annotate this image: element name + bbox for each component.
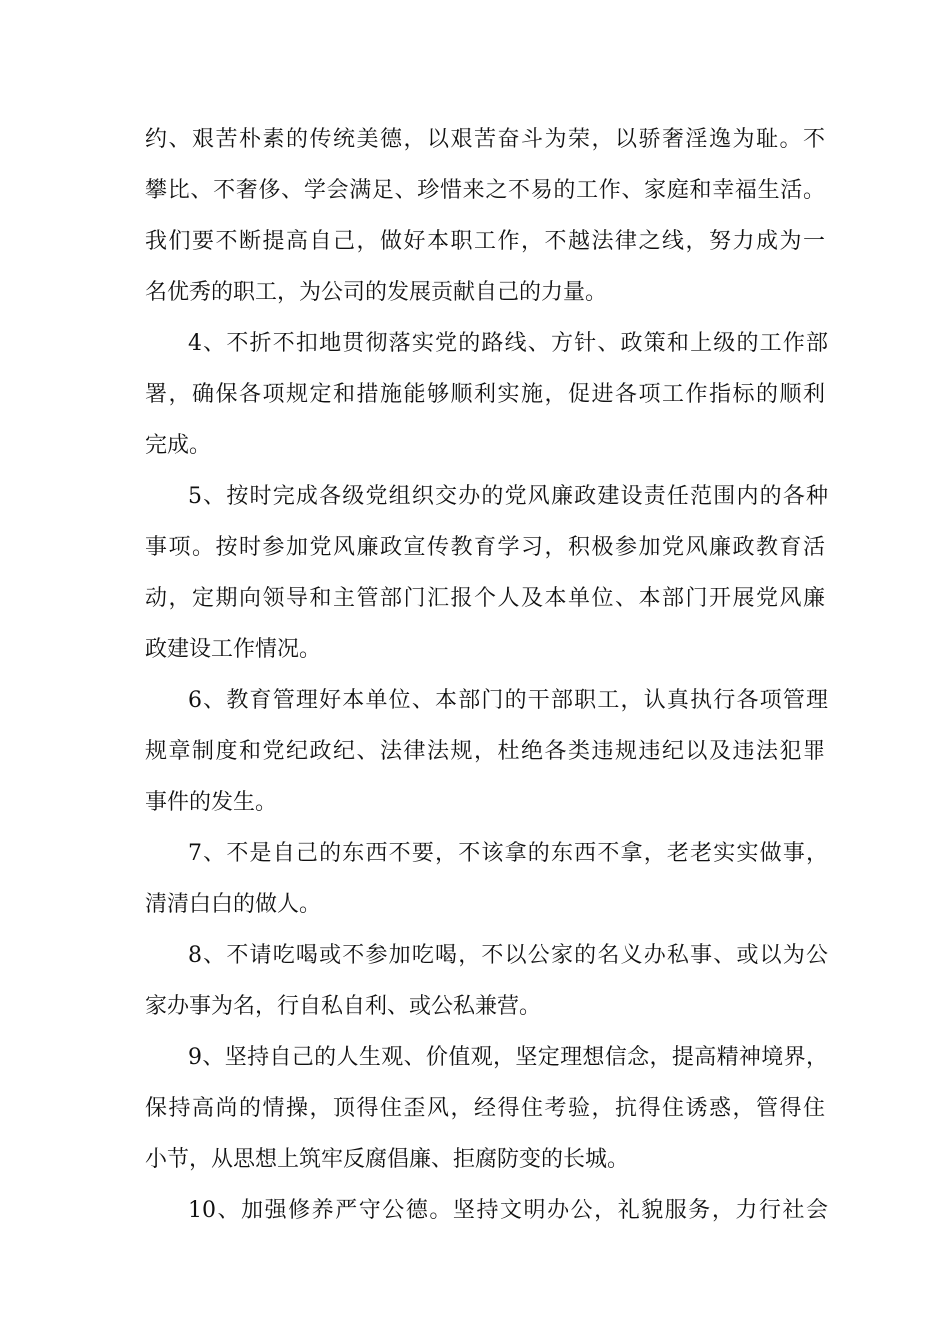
paragraph-7-first-line: 7、不是自己的东西不要，不该拿的东西不拿，老老实实做事， <box>188 841 828 866</box>
text-line: 清清白白的做人。 <box>145 892 322 917</box>
text-line: 小节，从思想上筑牢反腐倡廉、拒腐防变的长城。 <box>145 1147 630 1172</box>
text-line: 署，确保各项规定和措施能够顺利实施，促进各项工作指标的顺利 <box>145 382 825 407</box>
text-line: 政建设工作情况。 <box>145 637 322 662</box>
text-line: 名优秀的职工，为公司的发展贡献自己的力量。 <box>145 280 608 305</box>
paragraph-5-first-line: 5、按时完成各级党组织交办的党风廉政建设责任范围内的各种 <box>188 484 828 509</box>
paragraph-9-first-line: 9、坚持自己的人生观、价值观，坚定理想信念，提高精神境界， <box>188 1045 828 1070</box>
text-line: 家办事为名，行自私自利、或公私兼营。 <box>145 994 542 1019</box>
paragraph-8-first-line: 8、不请吃喝或不参加吃喝，不以公家的名义办私事、或以为公 <box>188 943 828 968</box>
text-line: 约、艰苦朴素的传统美德，以艰苦奋斗为荣，以骄奢淫逸为耻。不 <box>145 127 825 152</box>
text-line: 事件的发生。 <box>145 790 278 815</box>
text-line: 保持高尚的情操，顶得住歪风，经得住考验，抗得住诱惑，管得住 <box>145 1096 825 1121</box>
paragraph-10-first-line: 10、加强修养严守公德。坚持文明办公，礼貌服务，力行社会 <box>188 1198 828 1223</box>
text-line: 攀比、不奢侈、学会满足、珍惜来之不易的工作、家庭和幸福生活。 <box>145 178 825 203</box>
text-line: 事项。按时参加党风廉政宣传教育学习，积极参加党风廉政教育活 <box>145 535 825 560</box>
text-line: 动，定期向领导和主管部门汇报个人及本单位、本部门开展党风廉 <box>145 586 825 611</box>
text-line: 我们要不断提高自己，做好本职工作，不越法律之线，努力成为一 <box>145 229 825 254</box>
text-line: 规章制度和党纪政纪、法律法规，杜绝各类违规违纪以及违法犯罪 <box>145 739 825 764</box>
paragraph-4-first-line: 4、不折不扣地贯彻落实党的路线、方针、政策和上级的工作部 <box>188 331 828 356</box>
text-line: 完成。 <box>145 433 212 458</box>
paragraph-6-first-line: 6、教育管理好本单位、本部门的干部职工，认真执行各项管理 <box>188 688 828 713</box>
